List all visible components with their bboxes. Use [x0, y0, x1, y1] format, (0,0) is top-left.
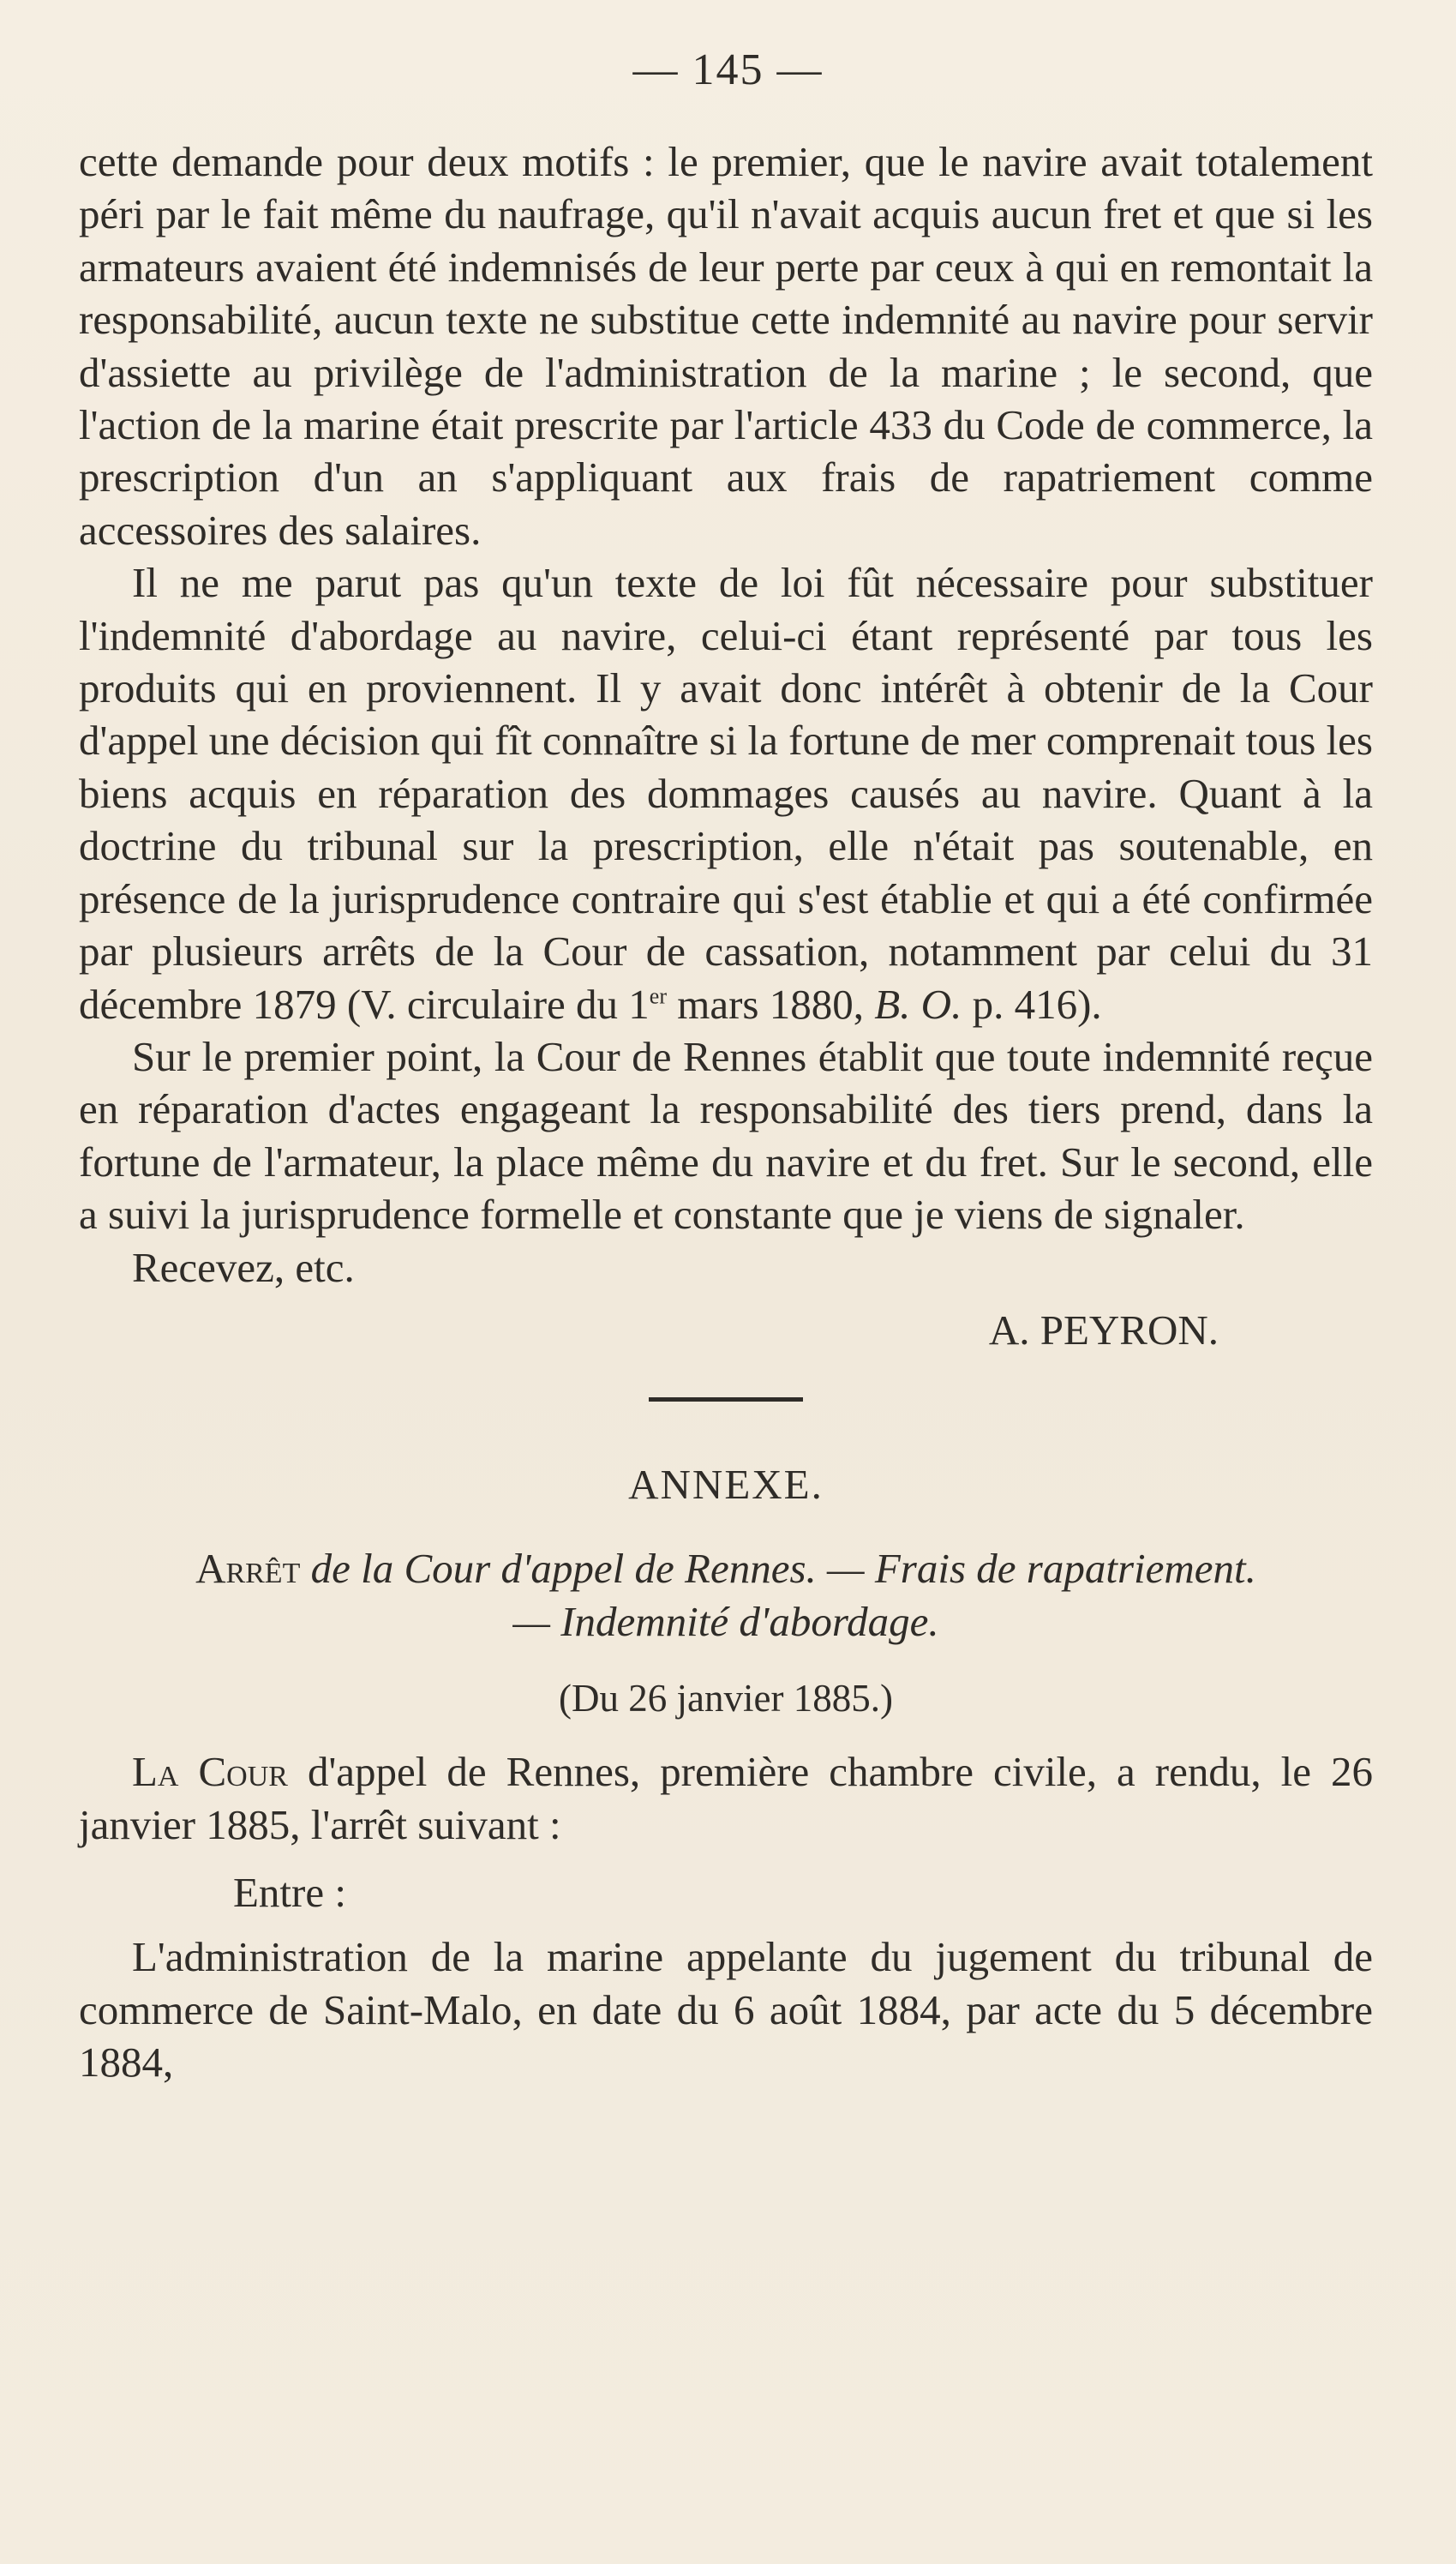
text-run: mars 1880,	[667, 980, 875, 1028]
paragraph	[79, 1745, 1373, 1851]
arret-title-line-1: de la Cour d'appel de Rennes. — Frais de rapatriement.	[300, 1544, 1256, 1592]
signature: A. PEYRON.	[988, 1306, 1219, 1354]
court-label: La Cour	[132, 1748, 288, 1796]
arret-title-line-2: — Indemnité d'abordage.	[512, 1597, 939, 1645]
body-text	[79, 135, 1373, 2089]
closing-formula: Recevez, etc.	[132, 1243, 355, 1291]
text-run: d'appel de Rennes, première chambre civile, a rendu, le 26 janvier 1885, l'arrêt suivant :	[79, 1748, 1373, 1848]
section-divider	[649, 1397, 803, 1402]
paragraph	[79, 556, 1373, 1030]
superscript: er	[649, 983, 667, 1009]
arret-date: (Du 26 janvier 1885.)	[559, 1676, 893, 1720]
arret-label: Arrêt	[195, 1544, 301, 1592]
text-run: Il ne me parut pas qu'un texte de loi fût nécessaire pour substituer l'indemnité d'abordage au navire, celui-ci étant représenté par tous les produits qui en proviennent. Il y avait donc intérêt à obtenir de la Cour d'appel une décision qui fît connaître si la fortune de mer comprenait tous les biens acquis en réparation des dommages causés au navire. Quant à la doctrine du tribunal sur la prescription, elle n'était pas soutenable, en présence de la jurisprudence contraire qui s'est établie et qui a été confirmée par plusieurs arrêts de la Cour de cassation, notamment par celui du 31 décembre 1879 (V. circulaire du 1	[79, 559, 1373, 1028]
entre-label: Entre :	[233, 1868, 346, 1916]
text-run: p. 416).	[962, 980, 1102, 1028]
paragraph: L'administration de la marine appelante du jugement du tribunal de commerce de Saint-Malo, en date du 6 août 1884, par acte du 5 décembre 1884,	[79, 1933, 1373, 2087]
paragraph: cette demande pour deux motifs : le premier, que le navire avait totalement péri par le fait même du naufrage, qu'il n'avait acquis aucun fret et que si les armateurs avaient été indemnisés de leur perte par ceux à qui en remontait la responsabilité, aucun texte ne substitue cette indemnité au navire pour servir d'assiette au privilège de l'administration de la marine ; le second, que l'action de la marine était prescrite par l'article 433 du Code de commerce, la prescription d'un an s'appliquant aux frais de rapatriement comme accessoires des salaires.	[79, 138, 1373, 554]
bulletin-abbrev: B. O.	[874, 980, 962, 1028]
paragraph: Sur le premier point, la Cour de Rennes établit que toute indemnité reçue en réparation d'actes engageant la responsabilité des tiers prend, dans la fortune de l'armateur, la place même du navire et du fret. Sur le second, elle a suivi la jurisprudence formelle et constante que je viens de signaler.	[79, 1032, 1373, 1239]
arret-title	[79, 1542, 1373, 1648]
page-number: — 145 —	[632, 45, 824, 94]
annex-heading: ANNEXE.	[628, 1461, 824, 1509]
